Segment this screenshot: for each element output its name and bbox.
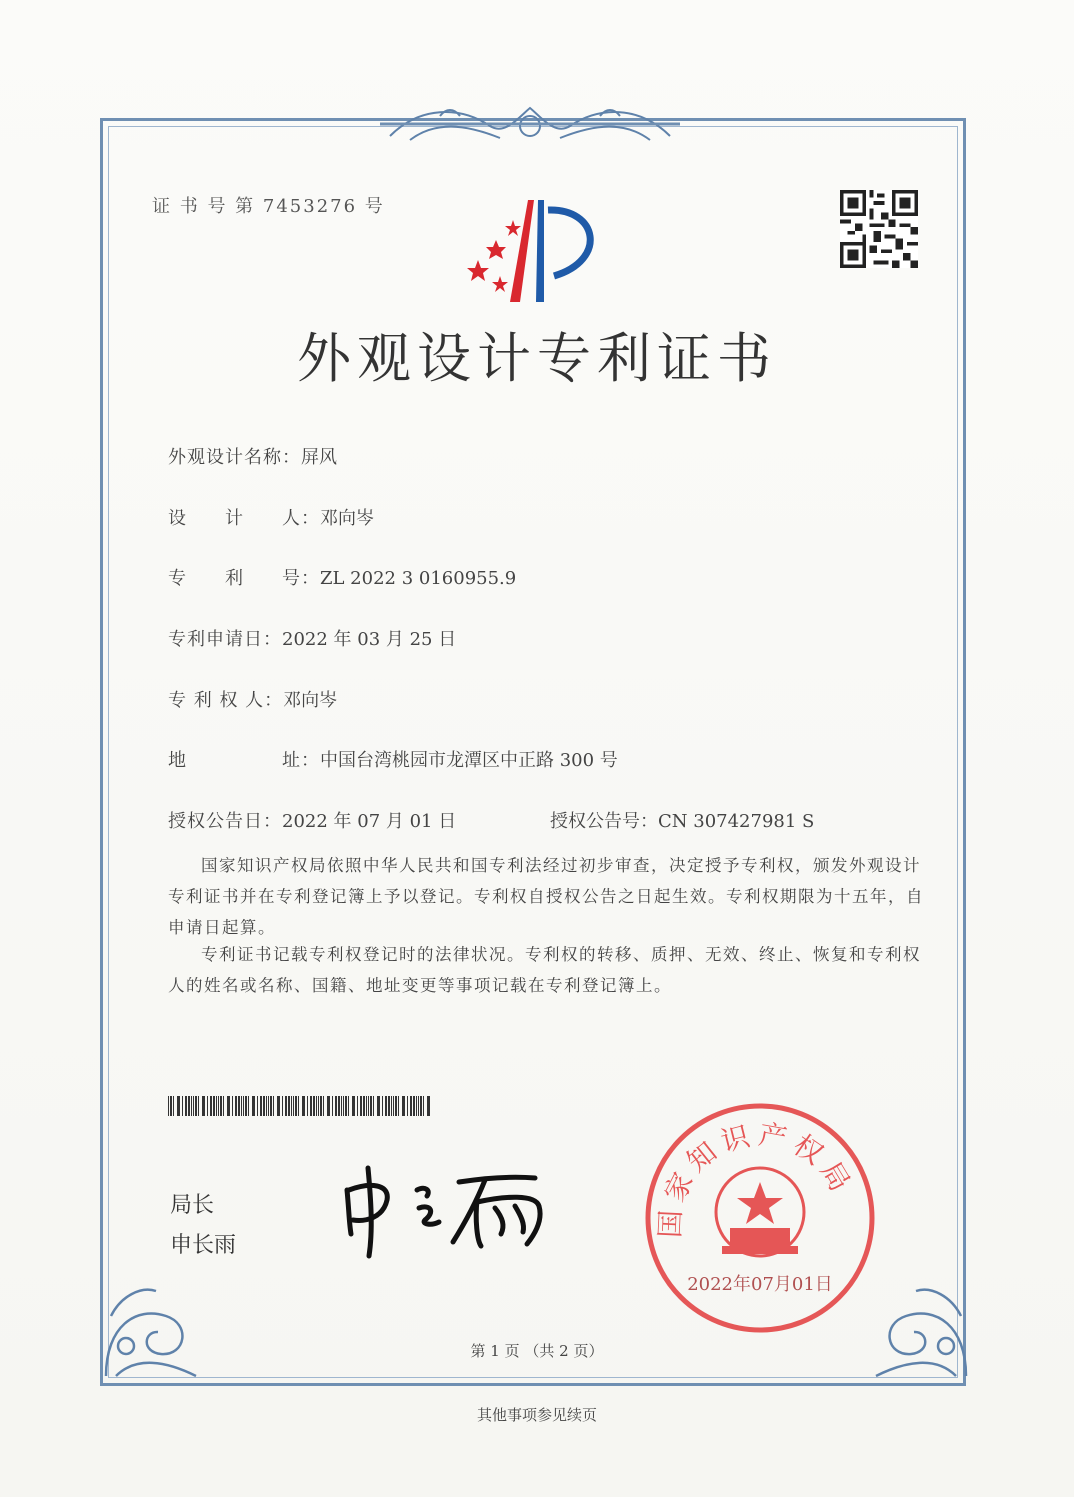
field-label: 授权公告号： — [550, 811, 658, 832]
bottom-left-ornament-icon — [96, 1246, 236, 1386]
field-value: 2022 年 07 月 01 日 — [282, 811, 457, 832]
legal-status-paragraph: 专利证书记载专利权登记时的法律状况。专利权的转移、质押、无效、终止、恢复和专利权人的姓名或名称、国籍、地址变更等事项记载在专利登记簿上。 — [168, 945, 921, 995]
field-label: 专 利 权 人： — [168, 690, 284, 711]
qr-code-icon — [838, 190, 920, 268]
field-grant-announcement-date — [168, 807, 456, 833]
certificate-number: 证 书 号 第 7453276 号 — [152, 196, 385, 217]
seal-text: 国家知识产权局 — [653, 1117, 860, 1239]
field-value: 邓向岑 — [320, 508, 374, 529]
field-value: 邓向岑 — [283, 690, 338, 711]
field-label: 专 利 号： — [168, 568, 320, 589]
field-label: 设 计 人： — [168, 508, 320, 529]
official-seal-icon — [642, 1100, 878, 1336]
field-designer — [168, 504, 374, 530]
field-value: 屏风 — [301, 447, 337, 468]
certificate-title: 外观设计专利证书 — [297, 327, 777, 390]
footer-note: 其他事项参见续页 — [476, 1406, 597, 1424]
field-application-date — [168, 625, 456, 651]
field-label: 授权公告日： — [168, 811, 282, 832]
field-patent-number — [168, 564, 516, 590]
field-patentee — [168, 686, 337, 712]
top-ornament-icon — [380, 96, 680, 156]
director-signature-icon — [335, 1160, 565, 1260]
seal-date: 2022年07月01日 — [687, 1274, 833, 1295]
grant-statement-paragraph: 国家知识产权局依照中华人民共和国专利法经过初步审查，决定授予专利权，颁发外观设计专利证书并在专利登记簿上予以登记。专利权自授权公告之日起生效。专利权期限为十五年，自申请日起算。 — [168, 856, 924, 937]
page-number: 第 1 页 （共 2 页） — [470, 1342, 604, 1360]
field-grant-announcement-number — [550, 807, 814, 833]
patent-office-emblem-icon — [458, 190, 608, 308]
field-value: ZL 2022 3 0160955.9 — [320, 568, 517, 589]
field-value: 中国台湾桃园市龙潭区中正路 300 号 — [320, 750, 618, 771]
field-value: 2022 年 03 月 25 日 — [282, 629, 457, 650]
field-address — [168, 746, 618, 772]
barcode-icon — [168, 1096, 433, 1116]
director-block — [170, 1186, 236, 1266]
field-design-name — [168, 443, 337, 469]
field-label: 地 址： — [168, 750, 320, 771]
field-label: 外观设计名称： — [168, 447, 301, 468]
field-label: 专利申请日： — [168, 629, 282, 650]
director-name: 申长雨 — [170, 1233, 237, 1258]
field-value: CN 307427981 S — [658, 811, 815, 832]
director-title: 局长 — [170, 1193, 215, 1218]
